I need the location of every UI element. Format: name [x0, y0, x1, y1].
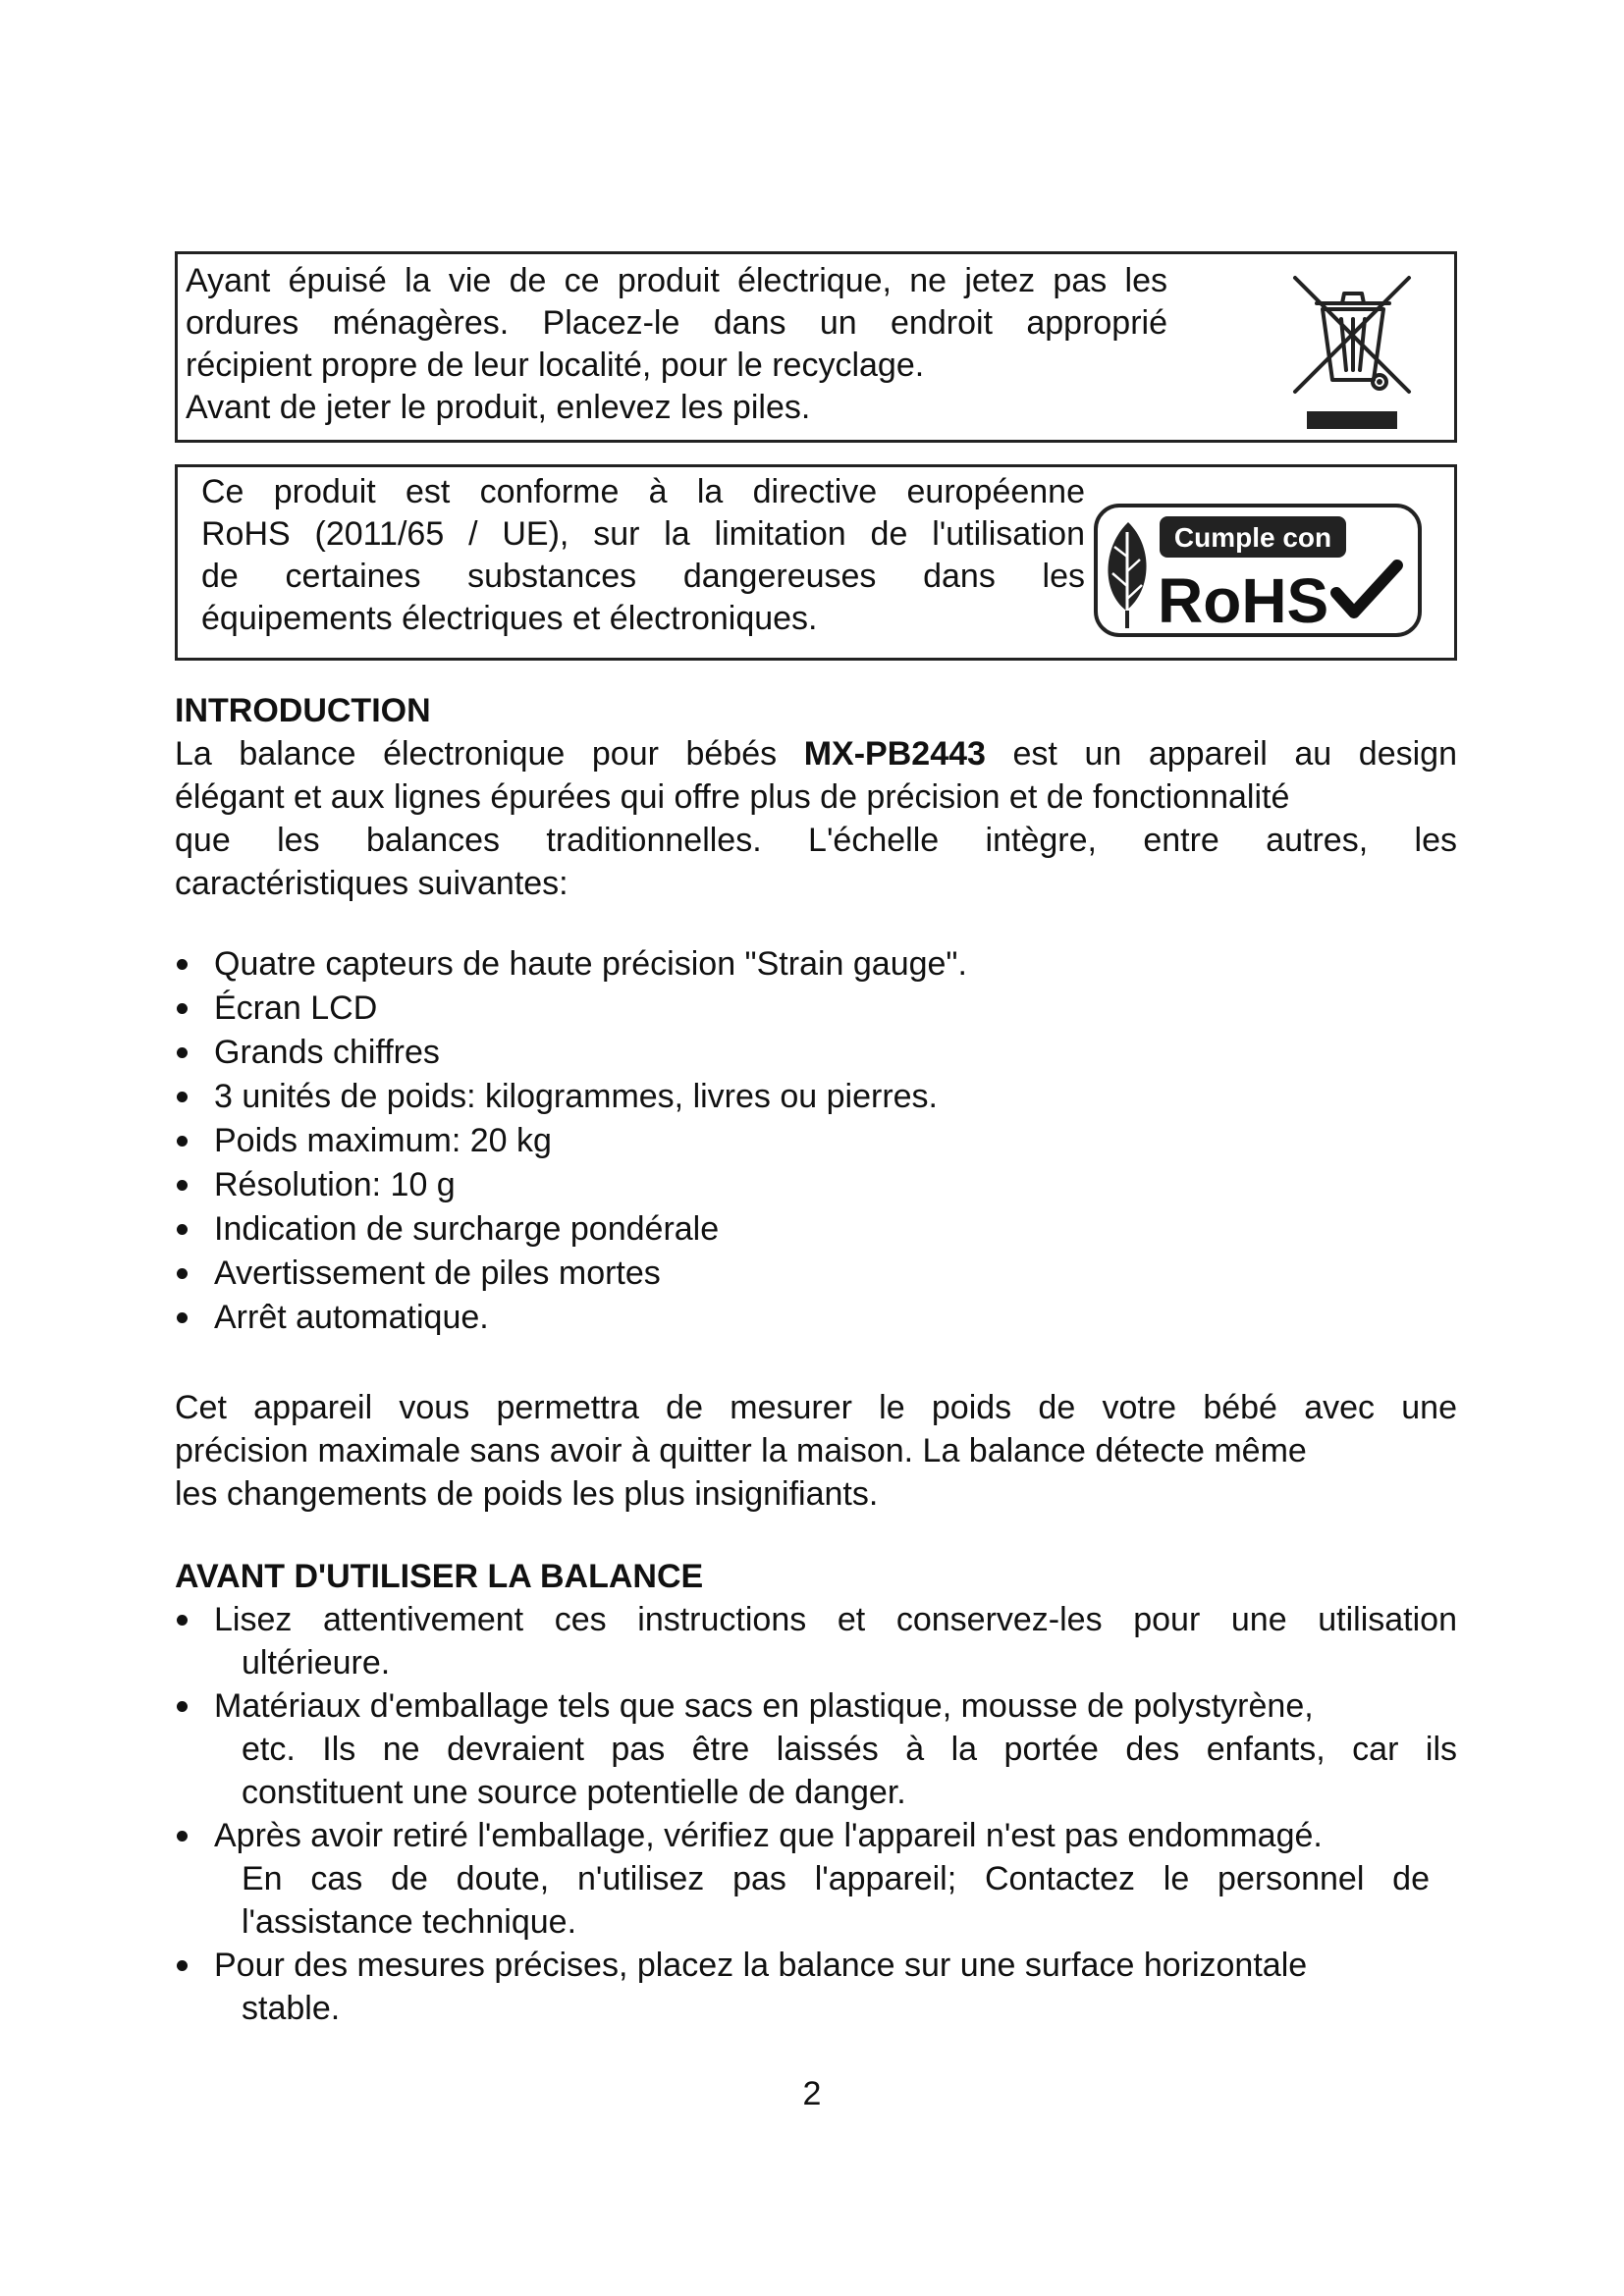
svg-text:RoHS: RoHS: [1158, 565, 1329, 636]
weee-line-4: Avant de jeter le produit, enlevez les piles.: [186, 389, 811, 426]
list-item: [175, 1944, 1457, 2030]
list-item-line: En cas de doute, n'utilisez pas l'appareil; Contactez le personnel de: [242, 1860, 1430, 1897]
closing-paragraph: [175, 1386, 1457, 1516]
rohs-notice-box: [175, 464, 1457, 661]
intro-line-2: élégant et aux lignes épurées qui offre plus de précision et de fonctionnalité: [175, 778, 1290, 816]
rohs-line-3: de certaines substances dangereuses dans les: [201, 558, 1085, 595]
introduction-paragraph: [175, 732, 1457, 905]
features-list-container: [175, 942, 1457, 1340]
list-item-line: Pour des mesures précises, placez la balance sur une surface horizontale: [214, 1947, 1308, 1984]
weee-notice-text: [186, 260, 1167, 429]
introduction-heading: INTRODUCTION: [175, 692, 431, 729]
introduction-section: [175, 689, 1457, 905]
closing-line-3: les changements de poids les plus insignifiants.: [175, 1475, 879, 1513]
list-item-line: Lisez attentivement ces instructions et conservez-les pour une utilisation: [214, 1601, 1457, 1638]
before-use-heading: AVANT D'UTILISER LA BALANCE: [175, 1558, 704, 1595]
svg-text:Cumple con: Cumple con: [1173, 522, 1332, 553]
rohs-compliance-logo: [1093, 503, 1423, 638]
crossed-out-wheelie-bin-icon: [1287, 264, 1417, 433]
list-item: [175, 1814, 1457, 1944]
list-item-line: l'assistance technique.: [242, 1903, 577, 1941]
intro-line-1: [175, 732, 1457, 775]
closing-paragraph-container: [175, 1386, 1457, 1516]
rohs-line-2: RoHS (2011/65 / UE), sur la limitation de l'utilisation: [201, 515, 1085, 553]
rohs-notice-text: [201, 471, 1085, 640]
intro-line-1-start: La balance électronique pour bébés: [175, 735, 778, 773]
list-item: Résolution: 10 g: [175, 1163, 1457, 1207]
features-list: [175, 942, 1457, 1340]
closing-line-2: précision maximale sans avoir à quitter la maison. La balance détecte même: [175, 1432, 1307, 1469]
list-item-line: ultérieure.: [242, 1644, 391, 1682]
closing-line-1: Cet appareil vous permettra de mesurer le poids de votre bébé avec une: [175, 1389, 1457, 1426]
before-use-section: [175, 1555, 1457, 2030]
intro-line-3: que les balances traditionnelles. L'échelle intègre, entre autres, les: [175, 822, 1457, 859]
weee-line-1: Ayant épuisé la vie de ce produit électrique, ne jetez pas les: [186, 262, 1167, 299]
list-item: Arrêt automatique.: [175, 1296, 1457, 1340]
before-use-list: [175, 1598, 1457, 2030]
list-item: Quatre capteurs de haute précision "Strain gauge".: [175, 942, 1457, 987]
rohs-line-4: équipements électriques et électroniques.: [201, 600, 818, 637]
list-item: [175, 1684, 1457, 1814]
intro-line-1-end: est un appareil au design: [1012, 735, 1457, 773]
list-item-line: stable.: [242, 1990, 341, 2027]
weee-line-3: récipient propre de leur localité, pour le recyclage.: [186, 347, 925, 384]
list-item-line: Matériaux d'emballage tels que sacs en plastique, mousse de polystyrène,: [214, 1687, 1314, 1725]
list-item-line: Après avoir retiré l'emballage, vérifiez que l'appareil n'est pas endommagé.: [214, 1817, 1323, 1854]
list-item: Poids maximum: 20 kg: [175, 1119, 1457, 1163]
list-item: Indication de surcharge pondérale: [175, 1207, 1457, 1252]
weee-notice-box: [175, 251, 1457, 443]
model-number: MX-PB2443: [803, 735, 986, 773]
page-number: 2: [802, 2075, 822, 2112]
list-item: [175, 1598, 1457, 1684]
list-item: Grands chiffres: [175, 1031, 1457, 1075]
list-item: 3 unités de poids: kilogrammes, livres ou pierres.: [175, 1075, 1457, 1119]
intro-line-4: caractéristiques suivantes:: [175, 865, 568, 902]
list-item-line: etc. Ils ne devraient pas être laissés à la portée des enfants, car ils: [242, 1731, 1457, 1768]
list-item: Avertissement de piles mortes: [175, 1252, 1457, 1296]
list-item-line: constituent une source potentielle de danger.: [242, 1774, 906, 1811]
weee-line-2: ordures ménagères. Placez-le dans un endroit approprié: [186, 304, 1167, 342]
rohs-line-1: Ce produit est conforme à la directive européenne: [201, 473, 1085, 510]
list-item: Écran LCD: [175, 987, 1457, 1031]
